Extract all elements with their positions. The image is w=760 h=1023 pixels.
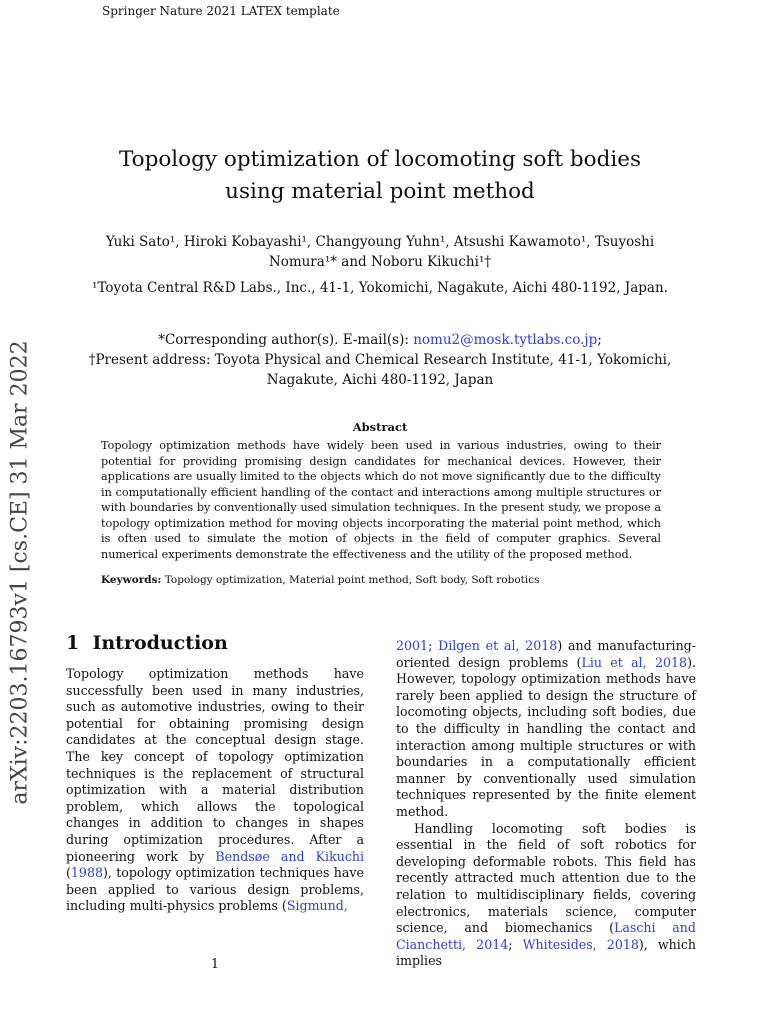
paper-title: Topology optimization of locomoting soft bodies using material point method: [118, 147, 641, 204]
intro-paragraph-2: [396, 821, 696, 970]
body-text: ;: [508, 936, 523, 952]
right-column: [396, 638, 696, 970]
body-text: Handling locomoting soft bodies is essential in the field of soft robotics for developing deformable robots. This field has recently attracted much attention due to the relation to multidisciplinary fields, covering electronics, materials science, computer science, and biomechanics (: [396, 820, 696, 936]
keywords-label: Keywords:: [101, 574, 162, 586]
intro-paragraph-1-cont: [396, 638, 696, 821]
corresponding-author-line: [70, 330, 690, 350]
section-title: Introduction: [92, 632, 228, 654]
citation-year-1988[interactable]: 1988: [70, 865, 103, 881]
body-text: ) and manufacturing-oriented design problems (: [396, 638, 696, 670]
body-text: ;: [428, 638, 439, 653]
body-text: Topology optimization methods have successfully been used in many industries, such as automotive industries, owing to their potential for obtaining promising design candidates at the conceptual design stage. The key concept of topology optimization techniques is the replacement of structural optimization with a material distribution problem, which allows the topological changes in addition to changes in shapes during optimization procedures. After a pioneering work by: [66, 666, 364, 864]
citation-bendsoe-kikuchi[interactable]: Bendsøe and Kikuchi: [215, 848, 365, 864]
present-address-line-2: Nagakute, Aichi 480-1192, Japan: [266, 372, 494, 388]
running-header: Springer Nature 2021 LATEX template: [102, 4, 340, 18]
abstract-heading: Abstract: [352, 420, 408, 434]
present-address-line-1: †Present address: Toyota Physical and Chemical Research Institute, 41-1, Yokomichi,: [88, 352, 672, 368]
section-heading: [66, 632, 228, 654]
citation-year-2001[interactable]: 2001: [396, 638, 429, 653]
email-link[interactable]: nomu2@mosk.tytlabs.co.jp: [413, 332, 598, 348]
body-text: ), topology optimization techniques have been applied to various design problems, including multi-physics problems (: [66, 865, 364, 914]
author-line-1: Yuki Sato¹, Hiroki Kobayashi¹, Changyoung Yuhn¹, Atsushi Kawamoto¹, Tsuyoshi: [105, 234, 655, 250]
page-number: 1: [210, 956, 219, 971]
author-list: [70, 232, 690, 272]
abstract-text: Topology optimization methods have widely been used in various industries, owing to their potential for providing promising design candidates for mechanical devices. However, their applications are usually limited to the objects which do not move significantly due to the difficulty in computationally efficient handling of the contact and interactions among multiple structures or with boundaries by conventionally used simulation techniques. In the present study, we propose a topology optimization method for moving objects incorporating the material point method, which is often used to simulate the motion of objects in the field of computer graphics. Several numerical experiments demonstrate the effectiveness and the utility of the proposed method.: [101, 439, 661, 561]
body-text: (: [66, 865, 71, 881]
citation-liu[interactable]: Liu et al, 2018: [581, 654, 688, 670]
citation-laschi-cianchetti[interactable]: Laschi and Cianchetti, 2014: [396, 920, 696, 952]
citation-sigmund[interactable]: Sigmund,: [286, 898, 348, 914]
citation-whitesides[interactable]: Whitesides, 2018: [522, 936, 639, 952]
corresponding-suffix: ;: [597, 332, 602, 348]
left-column: [66, 666, 364, 915]
keywords-text: Topology optimization, Material point method, Soft body, Soft robotics: [161, 574, 540, 586]
arxiv-identifier[interactable]: arXiv:2203.16793v1 [cs.CE] 31 Mar 2022: [7, 340, 33, 805]
author-line-2: Nomura¹* and Noboru Kikuchi¹†: [268, 254, 492, 270]
section-number: 1: [66, 632, 80, 654]
body-text: ). However, topology optimization methods have rarely been applied to design the structure of locomoting objects, including soft bodies, due to the difficulty in handling the contact and interaction among multiple structures or with boundaries in a computationally efficient manner by conventionally used simulation techniques represented by the finite element method.: [396, 654, 696, 819]
corresponding-prefix: *Corresponding author(s). E-mail(s):: [158, 332, 414, 348]
affiliation: ¹Toyota Central R&D Labs., Inc., 41-1, Yokomichi, Nagakute, Aichi 480-1192, Japan.: [92, 280, 668, 296]
intro-paragraph-1: [66, 666, 364, 915]
citation-dilgen[interactable]: Dilgen et al, 2018: [438, 638, 558, 653]
correspondence-block: [70, 330, 690, 390]
keywords: [101, 574, 661, 586]
body-text: ), which implies: [396, 936, 696, 969]
